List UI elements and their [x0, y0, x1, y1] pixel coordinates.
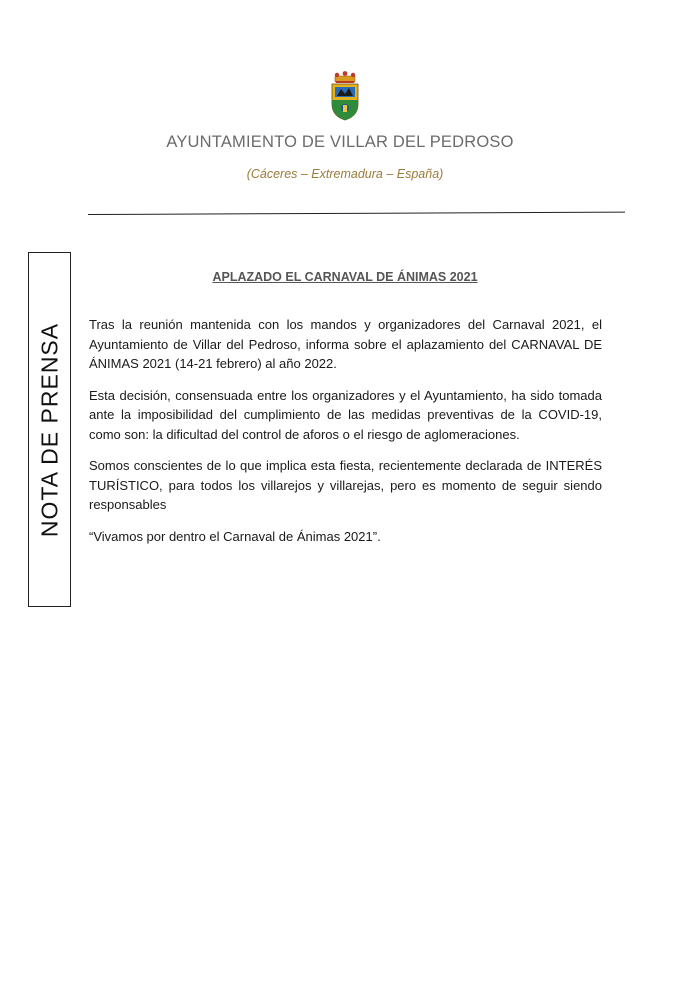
coat-of-arms-icon: [328, 70, 362, 122]
press-release-headline: APLAZADO EL CARNAVAL DE ÁNIMAS 2021: [212, 270, 478, 284]
organization-title: AYUNTAMIENTO DE VILLAR DEL PEDROSO: [166, 133, 514, 151]
press-release-side-box: [28, 252, 71, 607]
organization-location: (Cáceres – Extremadura – España): [246, 167, 444, 181]
header-divider: [88, 212, 625, 215]
press-release-body: [89, 315, 602, 558]
paragraph: Somos conscientes de lo que implica esta fiesta, recientemente declarada de INTERÉS TURÍSTICO, para todos los villarejos y villarejas, pero es momento de seguir siendo responsables: [89, 458, 602, 512]
closing-quote: “Vivamos por dentro el Carnaval de Ánimas 2021”.: [89, 528, 381, 544]
press-release-label: NOTA DE PRENSA: [36, 322, 62, 537]
paragraph: Tras la reunión mantenida con los mandos y organizadores del Carnaval 2021, el Ayuntamiento de Villar del Pedroso, informa sobre el aplazamiento del CARNAVAL DE ÁNIMAS 2021 (14-21 febrero) al año 2022.: [89, 317, 602, 371]
paragraph: Esta decisión, consensuada entre los organizadores y el Ayuntamiento, ha sido tomada ante la imposibilidad del cumplimiento de las medidas preventivas de la COVID-19, como son: la dificultad del control de aforos o el riesgo de aglomeraciones.: [89, 387, 602, 442]
